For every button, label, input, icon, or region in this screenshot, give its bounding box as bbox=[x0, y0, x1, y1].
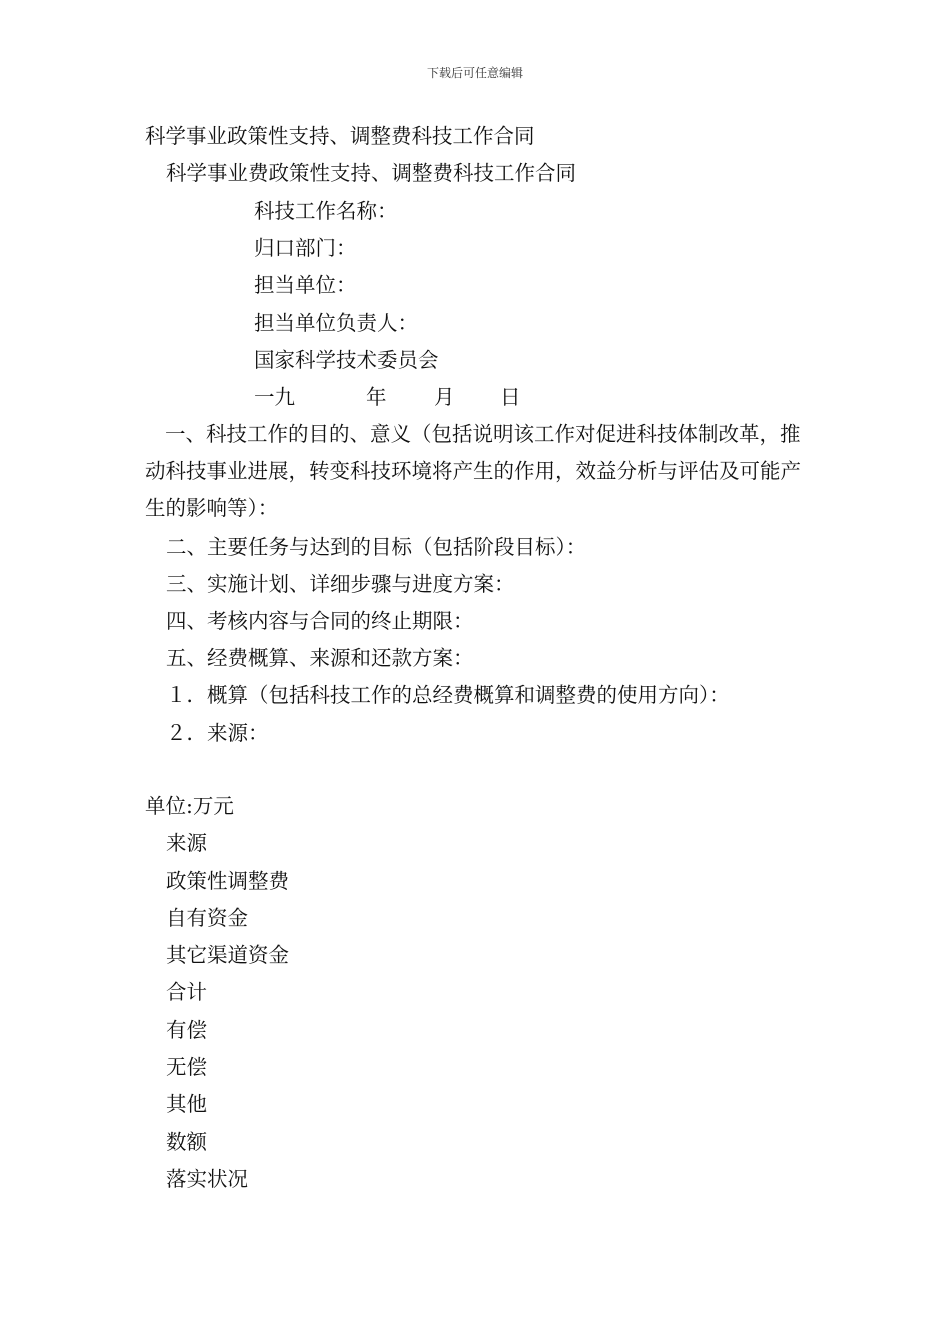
section-5: 五、经费概算、来源和还款方案： bbox=[166, 646, 474, 670]
date-year: 年 bbox=[366, 385, 387, 409]
list-item: 合计 bbox=[166, 980, 207, 1004]
unit-label: 单位:万元 bbox=[145, 794, 234, 818]
contract-title: 科学事业费政策性支持、调整费科技工作合同 bbox=[166, 161, 576, 185]
date-line bbox=[254, 385, 554, 409]
list-item: 政策性调整费 bbox=[166, 869, 289, 893]
section-5-1: １．概算（包括科技工作的总经费概算和调整费的使用方向）： bbox=[166, 683, 730, 707]
list-item: 自有资金 bbox=[166, 906, 248, 930]
list-item: 其它渠道资金 bbox=[166, 943, 289, 967]
list-item: 有偿 bbox=[166, 1018, 207, 1042]
header-note: 下载后可任意编辑 bbox=[426, 66, 523, 80]
section-5-2: ２．来源： bbox=[166, 721, 269, 745]
date-year-prefix: 一九 bbox=[254, 385, 295, 409]
list-item: 无偿 bbox=[166, 1055, 207, 1079]
section-2: 二、主要任务与达到的目标（包括阶段目标）： bbox=[166, 535, 587, 559]
list-item: 其他 bbox=[166, 1092, 207, 1116]
section-3: 三、实施计划、详细步骤与进度方案： bbox=[166, 572, 515, 596]
field-unit-head: 担当单位负责人： bbox=[254, 311, 418, 335]
date-month: 月 bbox=[434, 385, 455, 409]
list-item: 来源 bbox=[166, 831, 207, 855]
section-1: 一、科技工作的目的、意义（包括说明该工作对促进科技体制改革，推动科技事业进展，转变科技环境将产生的作用，效益分析与评估及可能产生的影响等）： bbox=[145, 422, 801, 520]
section-4: 四、考核内容与合同的终止期限： bbox=[166, 609, 474, 633]
date-day: 日 bbox=[500, 385, 521, 409]
list-item: 数额 bbox=[166, 1130, 207, 1154]
field-department: 归口部门： bbox=[254, 236, 357, 260]
document-title: 科学事业政策性支持、调整费科技工作合同 bbox=[145, 124, 535, 148]
list-item: 落实状况 bbox=[166, 1167, 248, 1191]
field-unit: 担当单位： bbox=[254, 273, 357, 297]
committee-name: 国家科学技术委员会 bbox=[254, 348, 439, 372]
field-project-name: 科技工作名称： bbox=[254, 199, 398, 223]
